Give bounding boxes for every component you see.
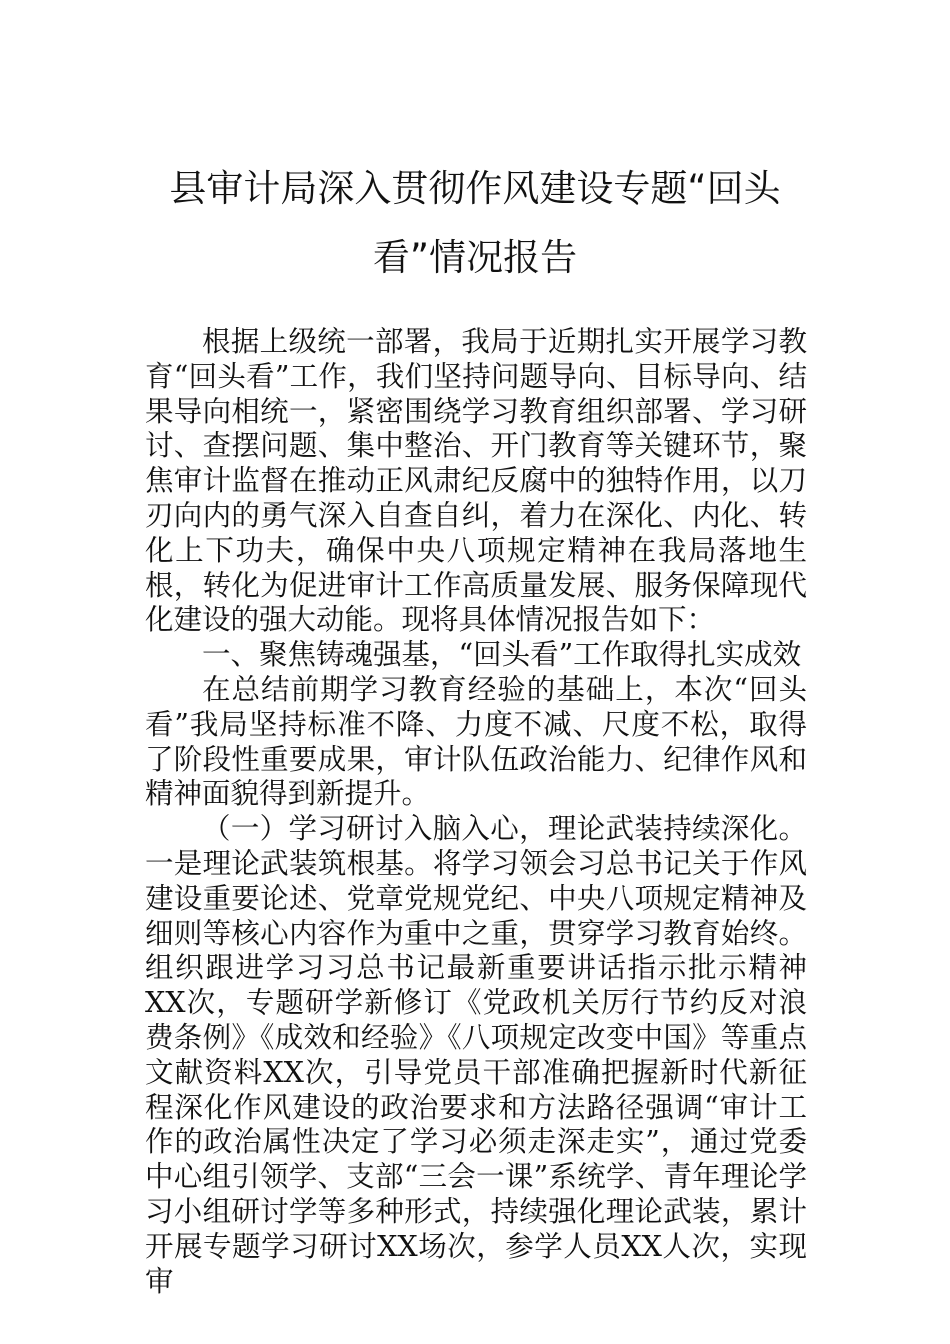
document-body — [145, 325, 807, 1299]
section-heading-1: 一、聚焦铸魂强基，“回头看”工作取得扎实成效 — [202, 638, 802, 672]
intro-paragraph: 根据上级统一部署，我局于近期扎实开展学习教育“回头看”工作，我们坚持问题导向、目标导向、结果导向相统一，紧密围绕学习教育组织部署、学习研讨、查摆问题、集中整治、开门教育等关键环节，聚焦审计监督在推动正风肃纪反腐中的独特作用，以刀刃向内的勇气深入自查自纠，着力在深化、内化、转化上下功夫，确保中央八项规定精神在我局落地生根，转化为促进审计工作高质量发展、服务保障现代化建设的强大动能。现将具体情况报告如下： — [145, 325, 807, 637]
document-title-line-2: 看”情况报告 — [372, 236, 578, 279]
section-1-paragraph: 在总结前期学习教育经验的基础上，本次“回头看”我局坚持标准不降、力度不减、尺度不松，取得了阶段性重要成果，审计队伍政治能力、纪律作风和精神面貌得到新提升。 — [145, 672, 807, 811]
document-title-line-1: 县审计局深入贯彻作风建设专题“回头 — [169, 167, 781, 210]
subsection-1-paragraph: （一）学习研讨入脑入心，理论武装持续深化。一是理论武装筑根基。将学习领会习总书记关于作风建设重要论述、党章党规党纪、中央八项规定精神及细则等核心内容作为重中之重，贯穿学习教育始终。组织跟进学习习总书记最新重要讲话指示批示精神XX次，专题研学新修订《党政机关厉行节约反对浪费条例》《成效和经验》《八项规定改变中国》等重点文献资料XX次，引导党员干部准确把握新时代新征程深化作风建设的政治要求和方法路径强调“审计工作的政治属性决定了学习必须走深走实”，通过党委中心组引领学、支部“三会一课”系统学、青年理论学习小组研讨学等多种形式，持续强化理论武装，累计开展专题学习研讨XX场次，参学人员XX人次，实现审 — [145, 812, 807, 1298]
